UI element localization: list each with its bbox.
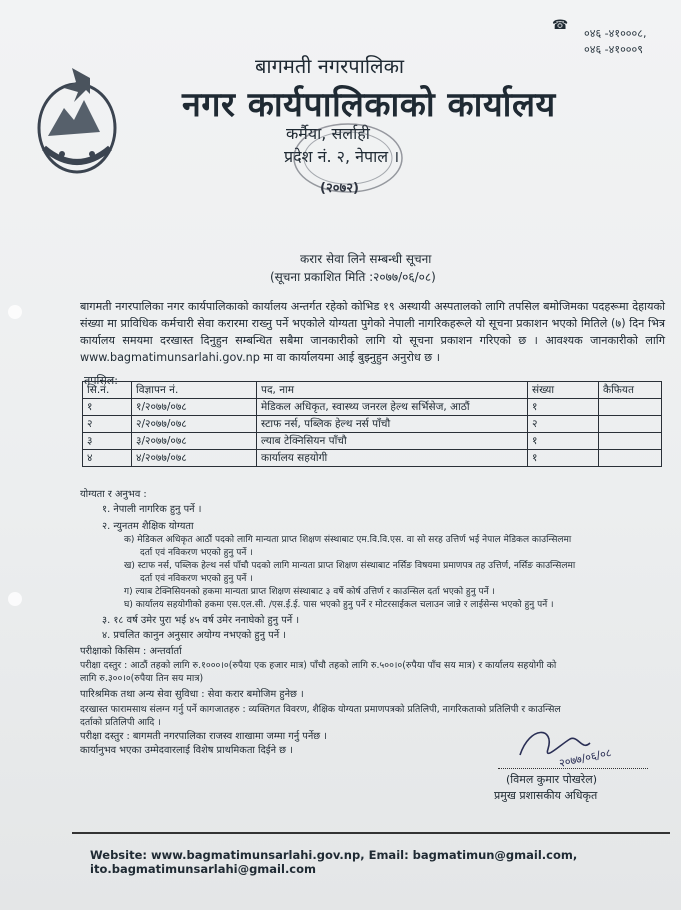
cell-count: १ <box>528 433 599 450</box>
qualification-line: ग) ल्याब टेक्निसियनको हकमा मान्यता प्राप्त शिक्षण संस्थाबाट ३ वर्षे कोर्ष उत्तिर्ण र काउन्सिल दर्ता भएको हुनु पर्ने । <box>124 587 495 597</box>
posts-table <box>82 381 662 467</box>
office-location: कर्मैया, सर्लाही <box>286 124 370 143</box>
footer-divider <box>72 832 670 834</box>
punch-hole <box>8 592 22 606</box>
nepal-emblem-icon <box>34 58 120 178</box>
municipality-name: बागमती नगरपालिका <box>255 54 405 78</box>
notice-date: (सूचना प्रकाशित मिति :२०७७/०६/०८) <box>270 270 436 284</box>
cell-remarks <box>599 416 662 433</box>
cell-remarks <box>599 433 662 450</box>
cell-advert-no: १/२०७७/०७८ <box>132 399 257 416</box>
phone-icon: ☎ <box>552 18 569 33</box>
svg-text:(२०७२): (२०७२) <box>320 181 359 196</box>
punch-hole <box>8 305 22 319</box>
exam-fee: परीक्षा दस्तुर : आठौं तहको लागि रु.१०००।०(रुपैया एक हजार मात्र) पाँचौ तहको लागि रु.५००।०(रुपैया पाँच सय मात्र) र कार्यालय सहयोगी को <box>80 660 557 671</box>
table-row <box>83 433 662 450</box>
table-label: तपसिल: <box>84 374 118 387</box>
cell-serial: ४ <box>83 450 132 467</box>
header-serial: सि.नं. <box>83 382 132 399</box>
qualification-line: ४. प्रचलित कानुन अनुसार अयोग्य नभएको हुनु पर्ने । <box>102 630 287 641</box>
phone-number-2: ०४६ -४१०००९ <box>584 43 643 56</box>
signatory-name: (विमल कुमार पोखरेल) <box>506 773 598 786</box>
signature-icon <box>500 715 650 775</box>
signatory-title: प्रमुख प्रशासकीय अधिकृत <box>494 789 598 802</box>
cell-count: १ <box>528 399 599 416</box>
cell-serial: २ <box>83 416 132 433</box>
header-post: पद, नाम <box>257 382 528 399</box>
cell-post: कार्यालय सहयोगी <box>257 450 528 467</box>
phone-number-1: ०४६ -४१०००८, <box>584 27 647 40</box>
signature-date: २०७७/०६/०८ <box>557 746 613 770</box>
cell-advert-no: ३/२०७७/०७८ <box>132 433 257 450</box>
fee-deposit: परीक्षा दस्तुर : बागमती नगरपालिका राजस्व शाखामा जम्मा गर्नु पर्नेछ । <box>80 731 327 742</box>
signature-line <box>498 768 648 769</box>
notice-body: बागमती नगरपालिका नगर कार्यपालिकाको कार्यालय अन्तर्गत रहेको कोभिड १९ अस्थायी अस्पतालको लागि तपसिल बमोजिमका पदहरूमा देहायको संख्या मा प्राविधिक कर्मचारी सेवा करारमा राख्नु पर्ने भएकोले योग्यता पुगेको नेपाली नागरिकहरूले यो सूचना प्रकाशन भएको मितिले (७) दिन भित्र कार्यालय समयमा दरखास्त दिनुहुन सम्बन्धित सबैमा जानकारीको लागि यो सूचना प्रकाशन गरिएको छ । आवश्यक जानकारीको लागि www.bagmatimunsarlahi.gov.np मा वा कार्यालयमा आई बुझ्नुहुन अनुरोध छ । <box>80 300 665 364</box>
notice-title: करार सेवा लिने सम्बन्धी सूचना <box>300 252 432 266</box>
cell-advert-no: २/२०७७/०७८ <box>132 416 257 433</box>
cell-count: २ <box>528 416 599 433</box>
header-advert-no: विज्ञापन नं. <box>132 382 257 399</box>
qualification-line: ख) स्टाफ नर्स, पब्लिक हेल्थ नर्स पाँचौ पदको लागि मान्यता प्राप्त शिक्षण संस्थाबाट नर्सिङ विषयमा प्रमाणपत्र तह उत्तिर्ण, नर्सिङ काउन्सिलमा <box>124 561 576 571</box>
qualification-line: क) मेडिकल अधिकृत आठौं पदको लागि मान्यता प्राप्त शिक्षण संस्थाबाट एम.वि.वि.एस. वा सो सरह उत्तिर्ण भई नेपाल मेडिकल काउन्सिलमा <box>124 535 572 545</box>
experience-priority: कार्यानुभव भएका उम्मेदवारलाई विशेष प्राथमिकता दिईने छ । <box>80 745 293 756</box>
cell-remarks <box>599 399 662 416</box>
qualification-line: ३. १८ वर्ष उमेर पुरा भई ४५ वर्ष उमेर ननाघेको हुनु पर्ने । <box>102 615 300 626</box>
province-line: प्रदेश नं. २, नेपाल । <box>284 147 400 166</box>
qualification-line: दर्ता एवं नविकरण भएको हुनु पर्ने । <box>140 548 253 558</box>
table-row <box>83 399 662 416</box>
footer-contact: Website: www.bagmatimunsarlahi.gov.np, Email: bagmatimun@gmail.com, ito.bagmatimunsarlahi@gmail.com <box>90 848 578 876</box>
exam-fee-cont: लागि रु.३००।०(रुपैया तिन सय मात्र) <box>80 673 204 684</box>
cell-post: ल्याब टेक्निसियन पाँचौ <box>257 433 528 450</box>
cell-serial: १ <box>83 399 132 416</box>
cell-advert-no: ४/२०७७/०७८ <box>132 450 257 467</box>
qualification-line: दर्ता एवं नविकरण भएको हुनु पर्ने । <box>140 574 253 584</box>
cell-post: स्टाफ नर्स, पब्लिक हेल्थ नर्स पाँचौ <box>257 416 528 433</box>
required-documents-cont: दर्ताको प्रतिलिपी आदि । <box>80 717 161 728</box>
header-remarks: कैफियत <box>599 382 662 399</box>
qualification-heading: योग्यता र अनुभव : <box>80 489 147 500</box>
header-count: संख्या <box>528 382 599 399</box>
cell-count: १ <box>528 450 599 467</box>
table-row <box>83 416 662 433</box>
table-row <box>83 450 662 467</box>
cell-remarks <box>599 450 662 467</box>
cell-post: मेडिकल अधिकृत, स्वास्थ्य जनरल हेल्थ सर्भिसेज, आठौं <box>257 399 528 416</box>
office-stamp-icon <box>290 118 410 200</box>
qualification-line: १. नेपाली नागरिक हुनु पर्ने । <box>102 504 202 515</box>
exam-type: परीक्षाको किसिम : अन्तर्वार्ता <box>80 646 182 657</box>
required-documents: दरखास्त फारामसाथ संलग्न गर्नु पर्ने कागजातहरु : व्यक्तिगत विवरण, शैक्षिक योग्यता प्रमाणपत्रको प्रतिलिपी, नागरिकताको प्रतिलिपी र काउन्सिल <box>80 704 561 715</box>
salary-info: पारिश्रमिक तथा अन्य सेवा सुविधा : सेवा करार बमोजिम हुनेछ । <box>80 689 304 700</box>
qualification-line: २. न्युनतम शैक्षिक योग्यता <box>102 521 194 532</box>
cell-serial: ३ <box>83 433 132 450</box>
office-name: नगर कार्यपालिकाको कार्यालय <box>182 85 556 125</box>
qualification-line: घ) कार्यालय सहयोगीको हकमा एस.एल.सी. /एस.ई.ई. पास भएको हुनु पर्ने र मोटरसाईकल चलाउन जान्ने र लाईसेन्स भएको हुनु पर्ने । <box>124 600 554 610</box>
table-header-row <box>83 382 662 399</box>
